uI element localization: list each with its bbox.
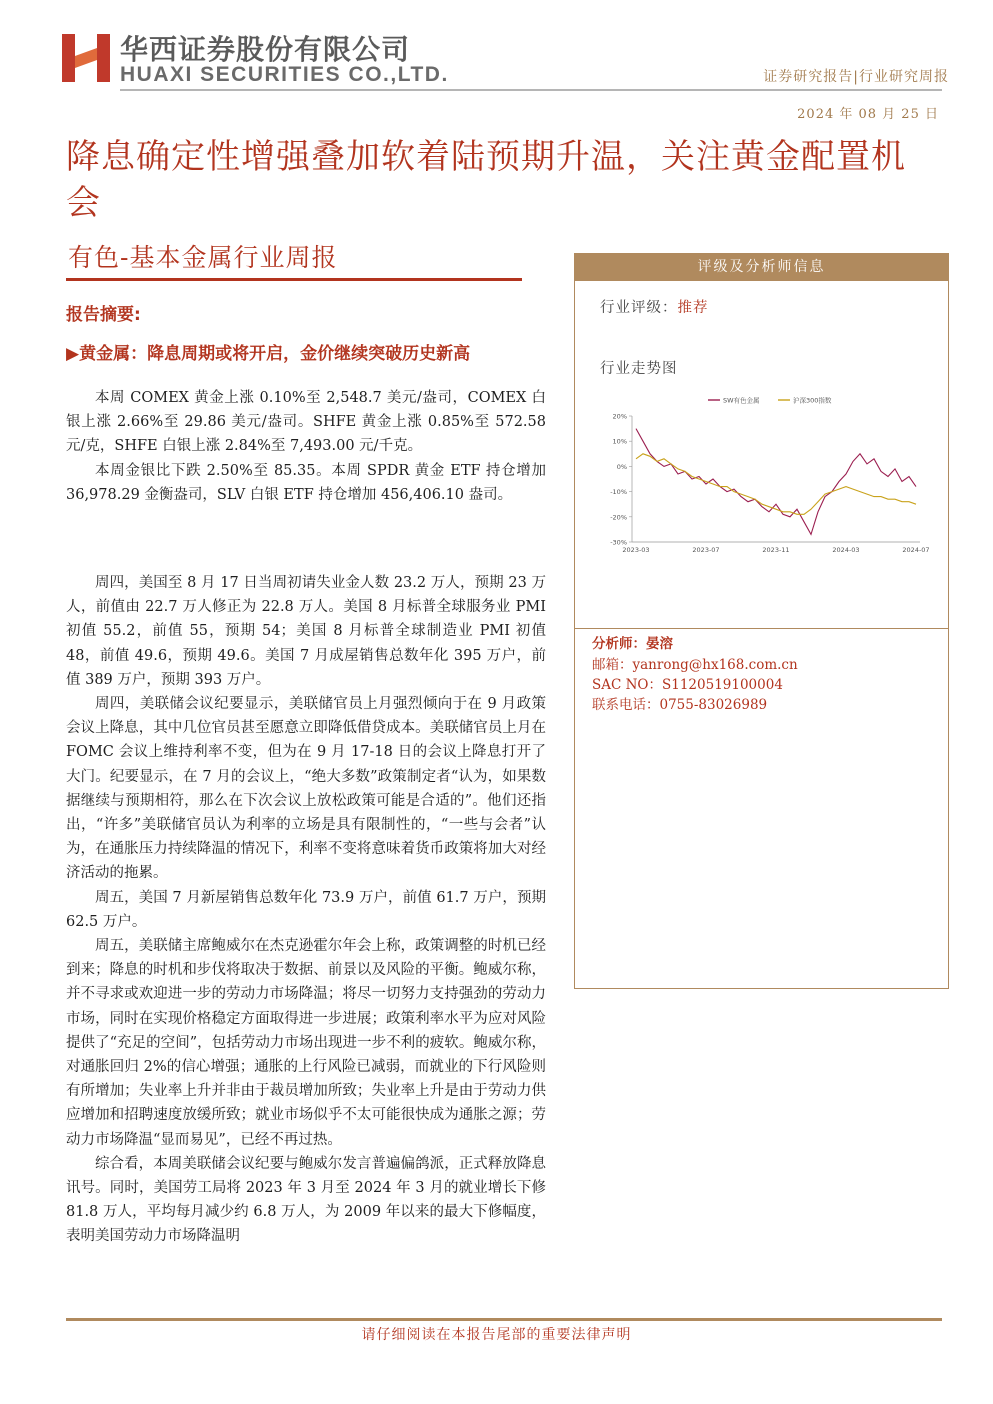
header-divider: [120, 89, 942, 91]
company-name-cn: 华西证券股份有限公司: [120, 33, 411, 66]
series-line-1: [636, 429, 916, 535]
paragraph: 周四，美国至 8 月 17 日当周初请失业金人数 23.2 万人，预期 23 万人，前值由 22.7 万人修正为 22.8 万人。美国 8 月标普全球服务业 PMI 初值 55.2，前值 55，预期 54；美国 8 月标普全球制造业 PMI 初值 48，前值 49.6，预期 49.6。美国 7 月成屋销售总数年化 395 万户，前值 389 万户，预期 393 万户。: [66, 575, 546, 688]
y-tick-label: -20%: [610, 513, 627, 522]
industry-trend-chart: [604, 388, 930, 564]
document-type: 证券研究报告|行业研究周报: [763, 69, 949, 85]
x-tick-label: 2023-11: [762, 546, 790, 554]
report-subtitle: 有色-基本金属行业周报: [68, 243, 338, 272]
x-tick-label: 2023-03: [622, 546, 650, 554]
section-title: ▶黄金属：降息周期或将开启，金价继续突破历史新高: [66, 344, 471, 364]
y-tick-label: -30%: [610, 538, 627, 547]
paragraph: 综合看，本周美联储会议纪要与鲍威尔发言普遍偏鸽派，正式释放降息讯号。同时，美国劳工局将 2023 年 3 月至 2024 年 3 月的就业增长下修 81.8 万人，平均每月减少约 6.8 万人，为 2009 年以来的最大下修幅度，表明美国劳动力市场降温明: [66, 1155, 546, 1245]
analyst-name: 分析师：晏溶: [592, 636, 673, 652]
trend-chart-label: 行业走势图: [600, 361, 678, 377]
series-line-2: [636, 454, 916, 515]
y-tick-label: 20%: [612, 412, 627, 421]
legend-label: SW有色金属: [723, 396, 760, 405]
x-tick-label: 2024-03: [832, 546, 860, 554]
summary-label: 报告摘要:: [66, 305, 141, 325]
legend-label: 沪深300指数: [793, 396, 832, 405]
report-title: 降息确定性增强叠加软着陆预期升温，关注黄金配置机会: [66, 137, 906, 223]
legal-notice: 请仔细阅读在本报告尾部的重要法律声明: [361, 1327, 632, 1343]
x-tick-label: 2023-07: [692, 546, 720, 554]
paragraph: 周五，美国 7 月新屋销售总数年化 73.9 万户，前值 61.7 万户，预期 62.5 万户。: [66, 889, 546, 930]
rating-panel-header: 评级及分析师信息: [575, 254, 948, 281]
huaxi-logo-icon: [62, 30, 110, 84]
footer-divider: [66, 1318, 942, 1321]
paragraph: 周四，美联储会议纪要显示，美联储官员上月强烈倾向于在 9 月政策会议上降息，其中几位官员甚至愿意立即降低借贷成本。美联储官员上月在 FOMC 会议上维持利率不变，但为在 9 月 17-18 日的会议上降息打开了大门。纪要显示，在 7 月的会议上，“绝大多数”政策制定者“认为，如果数据继续与预期相符，那么在下次会议上放松政策可能是合适的”。他们还指出，“许多”美联储官员认为利率的立场是具有限制性的，“一些与会者”认为，在通胀压力持续降温的情况下，利率不变将意味着货币政策将加大对经济活动的拖累。: [66, 696, 546, 882]
subtitle-divider: [66, 278, 522, 281]
report-date: 2024 年 08 月 25 日: [797, 107, 939, 122]
y-tick-label: 0%: [616, 462, 627, 471]
analyst-divider: [575, 628, 948, 629]
analyst-phone: 联系电话：0755-83026989: [592, 697, 768, 713]
paragraph: 本周 COMEX 黄金上涨 0.10%至 2,548.7 美元/盎司，COMEX 白银上涨 2.66%至 29.86 美元/盎司。SHFE 黄金上涨 0.85%至 572.58 元/克，SHFE 白银上涨 2.84%至 7,493.00 元/千克。: [66, 390, 546, 455]
paragraph: 本周金银比下跌 2.50%至 85.35。本周 SPDR 黄金 ETF 持仓增加 36,978.29 金衡盎司，SLV 白银 ETF 持仓增加 456,406.10 盎司。: [66, 462, 546, 503]
summary-block-1: [66, 386, 546, 507]
rating-label: 行业评级：: [600, 300, 678, 316]
analyst-sac-number: SAC NO：S1120519100004: [592, 677, 783, 693]
x-tick-label: 2024-07: [902, 546, 930, 554]
industry-rating: [600, 296, 709, 317]
y-tick-label: -10%: [610, 488, 627, 497]
rating-value: 推荐: [677, 300, 709, 316]
y-tick-label: 10%: [612, 437, 627, 446]
analyst-email: 邮箱：yanrong@hx168.com.cn: [592, 657, 798, 673]
paragraph: 周五，美联储主席鲍威尔在杰克逊霍尔年会上称，政策调整的时机已经到来；降息的时机和步伐将取决于数据、前景以及风险的平衡。鲍威尔称，并不寻求或欢迎进一步的劳动力市场降温；将尽一切努力支持强劲的劳动力市场，同时在实现价格稳定方面取得进一步进展；政策利率水平为应对风险提供了“充足的空间”，包括劳动力市场出现进一步不利的疲软。鲍威尔称，对通胀回归 2%的信心增强；通胀的上行风险已减弱，而就业的下行风险则有所增加；失业率上升并非由于裁员增加所致；失业率上升是由于劳动力供应增加和招聘速度放缓所致；就业市场似乎不太可能很快成为通胀之源；劳动力市场降温“显而易见”，已经不再过热。: [66, 938, 546, 1148]
summary-block-2: [66, 571, 546, 1249]
company-name-en: HUAXI SECURITIES CO.,LTD.: [120, 63, 449, 86]
